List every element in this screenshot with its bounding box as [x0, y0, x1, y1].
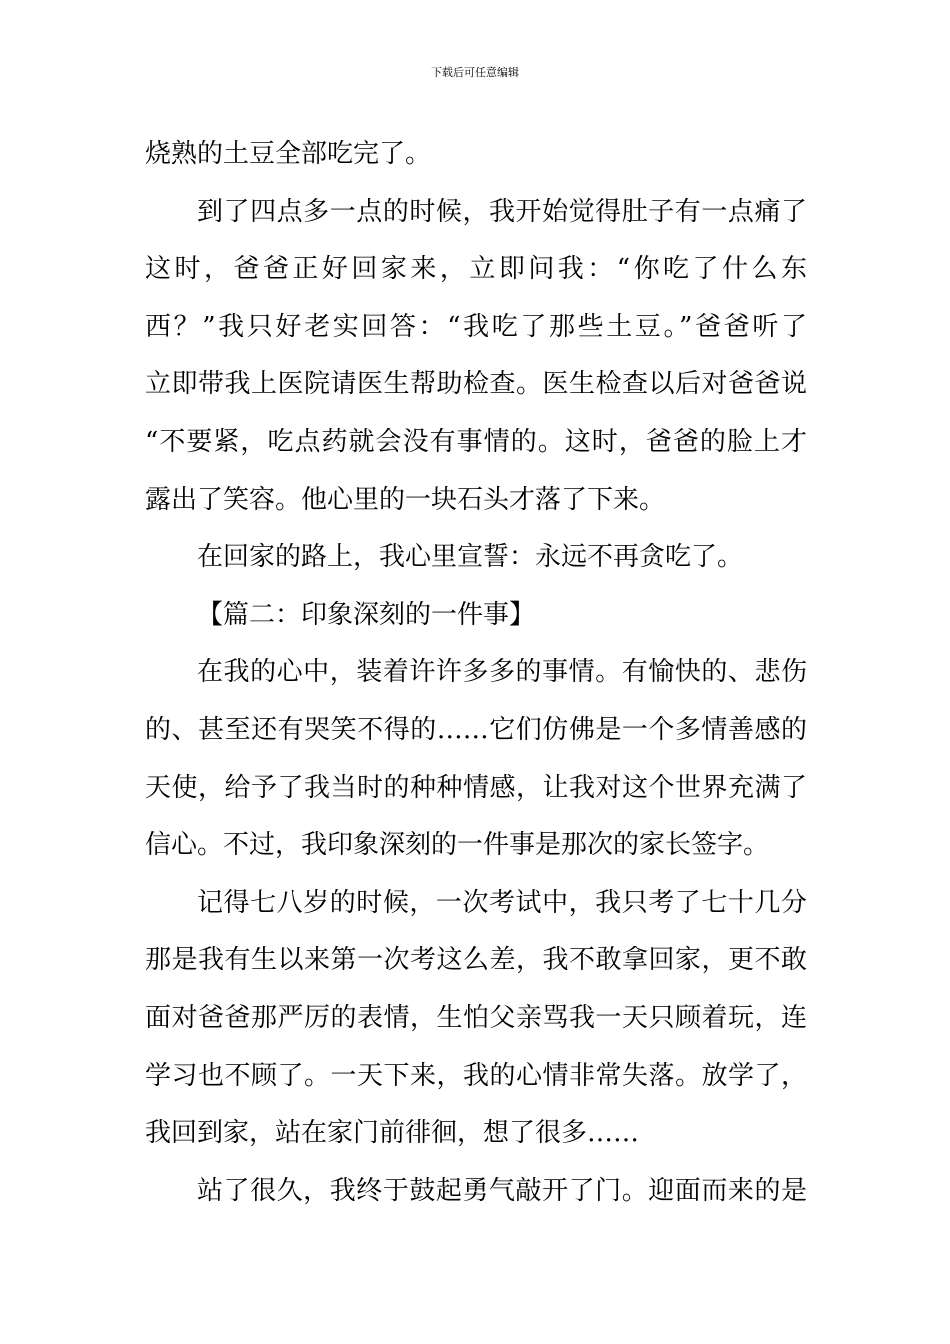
text-line: 西？”我只好老实回答：“我吃了那些土豆。”爸爸听了 [145, 311, 807, 342]
page-header: 下载后可任意编辑 [431, 66, 519, 79]
text-line: 天使，给予了我当时的种种情感，让我对这个世界充满了 [145, 772, 807, 803]
text-line: 这时，爸爸正好回家来，立即问我：“你吃了什么东 [145, 254, 807, 285]
text-line: 记得七八岁的时候，一次考试中，我只考了七十几分 [197, 887, 807, 918]
text-line: 学习也不顾了。一天下来，我的心情非常失落。放学了， [145, 1060, 807, 1091]
text-line: 露出了笑容。他心里的一块石头才落了下来。 [145, 484, 666, 515]
text-line: 我回到家，站在家门前徘徊，想了很多…… [145, 1118, 640, 1149]
text-line: 信心。不过，我印象深刻的一件事是那次的家长签字。 [145, 830, 770, 861]
text-line: 在回家的路上，我心里宣誓：永远不再贪吃了。 [197, 542, 744, 573]
text-line: “不要紧，吃点药就会没有事情的。这时，爸爸的脸上才 [145, 426, 807, 457]
text-line: 站了很久，我终于鼓起勇气敲开了门。迎面而来的是 [197, 1175, 807, 1206]
text-line: 烧熟的土豆全部吃完了。 [145, 139, 432, 169]
text-line: 的、甚至还有哭笑不得的……它们仿佛是一个多情善感的 [145, 714, 807, 745]
text-line: 在我的心中，装着许许多多的事情。有愉快的、悲伤 [197, 657, 807, 688]
text-line: 面对爸爸那严厉的表情，生怕父亲骂我一天只顾着玩，连 [145, 1002, 807, 1033]
text-line: 立即带我上医院请医生帮助检查。医生检查以后对爸爸说 [145, 369, 807, 400]
text-line: 那是我有生以来第一次考这么差，我不敢拿回家，更不敢 [145, 945, 807, 976]
section-heading: 【篇二：印象深刻的一件事】 [197, 599, 536, 630]
document-body [145, 126, 807, 1220]
text-line: 到了四点多一点的时候，我开始觉得肚子有一点痛了 [197, 196, 807, 227]
